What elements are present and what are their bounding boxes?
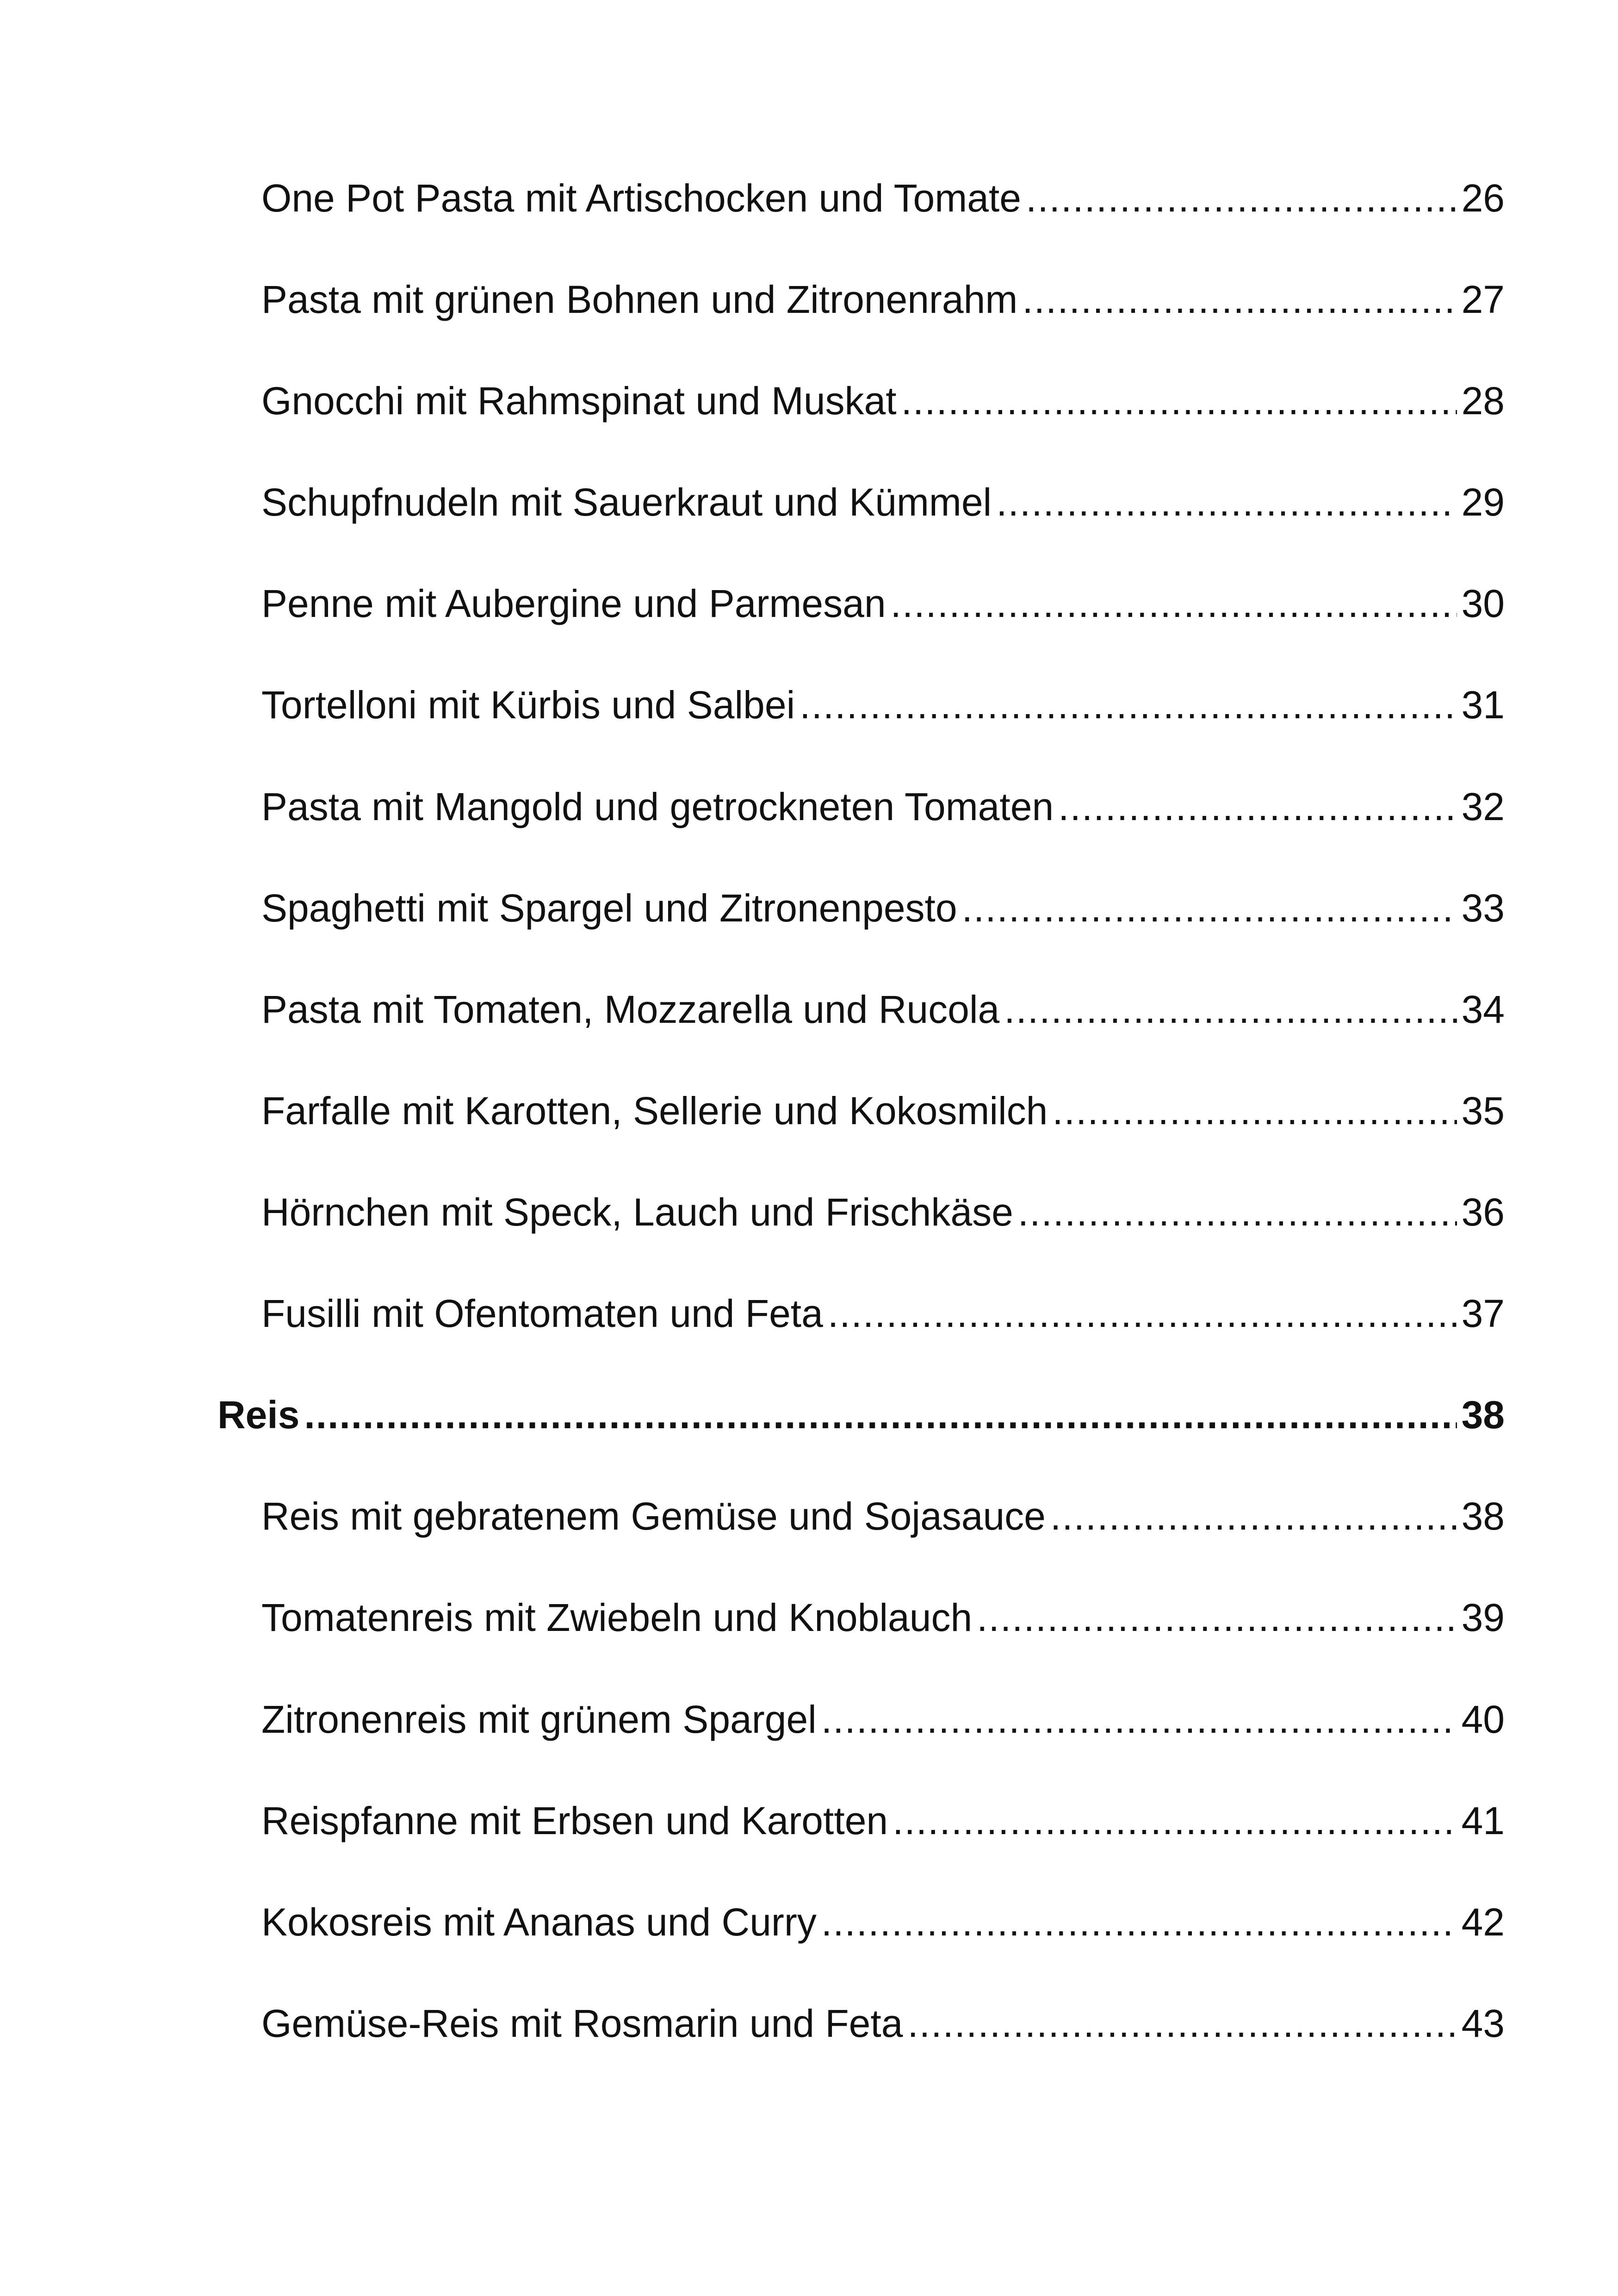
- toc-page-number: 27: [1461, 278, 1505, 321]
- toc-page-number: 28: [1461, 379, 1505, 423]
- toc-page-number: 34: [1461, 988, 1505, 1031]
- toc-entry-spaghetti[interactable]: [261, 867, 1505, 930]
- toc-page-number: 36: [1461, 1190, 1505, 1234]
- toc-dot-leader: [1052, 1091, 1457, 1130]
- toc-entry-penne[interactable]: [261, 563, 1505, 623]
- toc-page-number: 38: [1461, 1393, 1505, 1437]
- toc-page-number: 26: [1461, 176, 1505, 220]
- toc-entry-pasta-tomaten-mozzarella[interactable]: [261, 969, 1505, 1029]
- toc-page-number: 38: [1461, 1494, 1505, 1538]
- toc-dot-leader: [1004, 990, 1457, 1029]
- toc-entry-kokosreis[interactable]: [261, 1881, 1505, 1944]
- toc-entry-fusilli[interactable]: [261, 1273, 1505, 1333]
- toc-dot-leader: [821, 1903, 1457, 1941]
- toc-dot-leader: [962, 889, 1457, 927]
- toc-entry-title: Spaghetti mit Spargel und Zitronenpesto: [261, 886, 957, 930]
- toc-entry-hoernchen[interactable]: [261, 1171, 1505, 1232]
- toc-entry-title: One Pot Pasta mit Artischocken und Tomate: [261, 176, 1021, 220]
- toc-entry-title: Hörnchen mit Speck, Lauch und Frischkäse: [261, 1190, 1013, 1234]
- toc-entry-gnocchi[interactable]: [261, 360, 1505, 423]
- toc-entry-title: Gemüse-Reis mit Rosmarin und Feta: [261, 2002, 903, 2045]
- toc-entry-title: Pasta mit Mangold und getrockneten Tomaten: [261, 785, 1054, 828]
- toc-entry-pasta-mangold[interactable]: [261, 766, 1505, 826]
- toc-dot-leader: [1050, 1497, 1457, 1536]
- toc-dot-leader: [1058, 787, 1457, 826]
- toc-entry-one-pot-pasta[interactable]: [261, 157, 1505, 218]
- toc-dot-leader: [1018, 1193, 1457, 1232]
- toc-dot-leader: [800, 685, 1457, 724]
- toc-dot-leader: [893, 1801, 1457, 1840]
- toc-entry-title: Reispfanne mit Erbsen und Karotten: [261, 1799, 888, 1842]
- toc-page-number: 37: [1461, 1292, 1505, 1335]
- toc-entry-title: Pasta mit grünen Bohnen und Zitronenrahm: [261, 278, 1018, 321]
- toc-entry-title: Zitronenreis mit grünem Spargel: [261, 1698, 817, 1741]
- toc-entry-tortelloni[interactable]: [261, 664, 1505, 727]
- toc-entry-reis-gemuese-sojasauce[interactable]: [261, 1475, 1505, 1536]
- toc-entry-title: Farfalle mit Karotten, Sellerie und Kokosmilch: [261, 1089, 1048, 1132]
- toc-entry-title: Pasta mit Tomaten, Mozzarella und Rucola: [261, 988, 1000, 1031]
- toc-dot-leader: [977, 1598, 1457, 1637]
- toc-dot-leader: [1026, 179, 1457, 218]
- toc-dot-leader: [821, 1700, 1457, 1739]
- toc-page-number: 33: [1461, 886, 1505, 930]
- toc-entry-schupfnudeln[interactable]: [261, 461, 1505, 522]
- toc-dot-leader: [901, 381, 1457, 420]
- toc-dot-leader: [907, 2004, 1457, 2043]
- toc-dot-leader: [828, 1294, 1457, 1333]
- toc-dot-leader: [891, 584, 1457, 623]
- toc-entry-zitronenreis[interactable]: [261, 1679, 1505, 1739]
- toc-entry-title: Kokosreis mit Ananas und Curry: [261, 1900, 817, 1944]
- toc-page-number: 41: [1461, 1799, 1505, 1842]
- toc-entry-title: Fusilli mit Ofentomaten und Feta: [261, 1292, 823, 1335]
- toc-page-number: 43: [1461, 2002, 1505, 2045]
- toc-entry-title: Tomatenreis mit Zwiebeln und Knoblauch: [261, 1596, 973, 1639]
- toc-entry-farfalle[interactable]: [261, 1070, 1505, 1130]
- toc-page-number: 29: [1461, 480, 1505, 524]
- toc-entry-tomatenreis[interactable]: [261, 1577, 1505, 1637]
- toc-section-reis[interactable]: [217, 1374, 1505, 1437]
- toc-entry-title: Schupfnudeln mit Sauerkraut und Kümmel: [261, 480, 992, 524]
- toc-entry-title: Tortelloni mit Kürbis und Salbei: [261, 683, 795, 727]
- toc-page-number: 35: [1461, 1089, 1505, 1132]
- toc-entry-title: Gnocchi mit Rahmspinat und Muskat: [261, 379, 897, 423]
- toc-dot-leader: [304, 1395, 1457, 1434]
- toc-page-number: 42: [1461, 1900, 1505, 1944]
- toc-entry-gemuese-reis[interactable]: [261, 1983, 1505, 2043]
- toc-dot-leader: [996, 483, 1457, 522]
- toc-page-number: 32: [1461, 785, 1505, 828]
- toc-page-number: 31: [1461, 683, 1505, 727]
- toc-section-title: Reis: [217, 1393, 300, 1437]
- toc-page-number: 39: [1461, 1596, 1505, 1639]
- toc-entry-reispfanne[interactable]: [261, 1780, 1505, 1840]
- toc-entry-title: Penne mit Aubergine und Parmesan: [261, 582, 886, 625]
- toc-entry-title: Reis mit gebratenem Gemüse und Sojasauce: [261, 1494, 1046, 1538]
- toc-entry-pasta-gruene-bohnen[interactable]: [261, 259, 1505, 319]
- toc-page-number: 30: [1461, 582, 1505, 625]
- toc-page-number: 40: [1461, 1698, 1505, 1741]
- toc-dot-leader: [1022, 280, 1457, 319]
